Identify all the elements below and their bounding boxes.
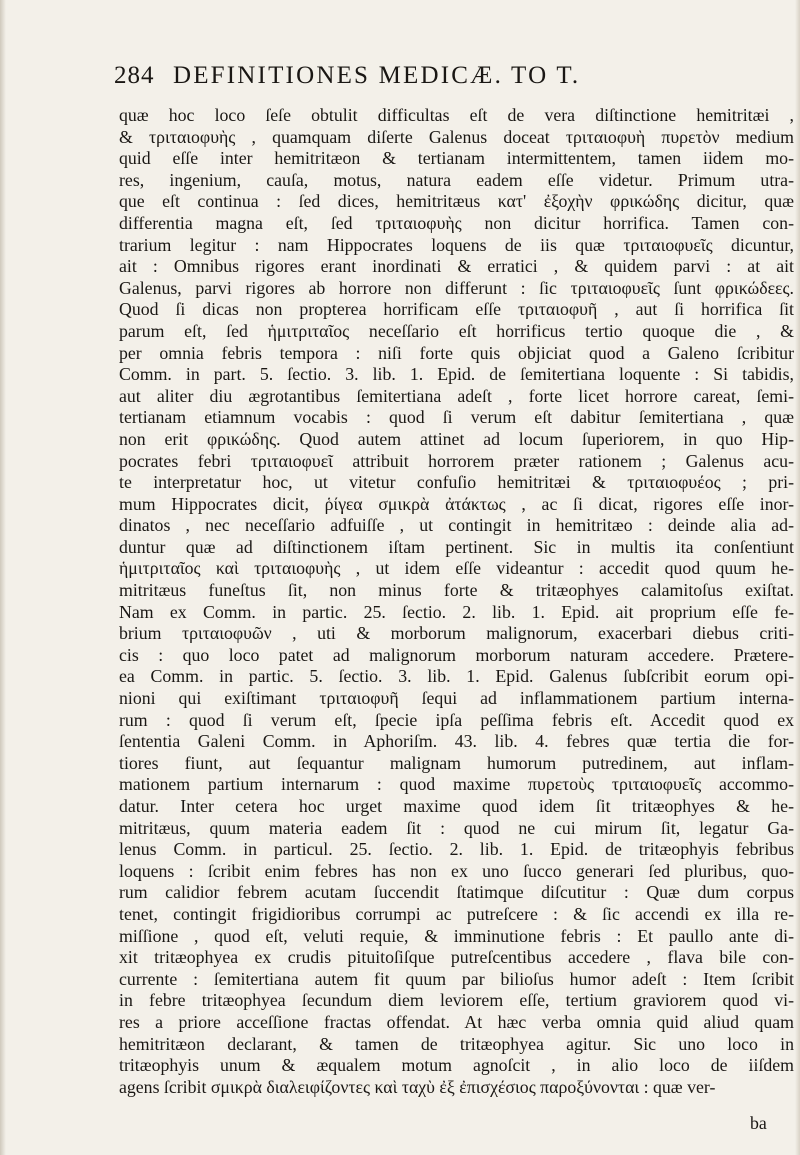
text-line: non erit φρικώδης. Quod autem attinet ad locum ſuperiorem, in quo Hip- [119, 428, 794, 449]
text-line: mitritæus funeſtus ſit, non minus forte & tritæophyes calamitoſus exiſtat. [119, 580, 794, 601]
text-line: tiores fiunt, aut ſequantur malignam humorum putredinem, aut inflam- [119, 752, 794, 773]
text-line: trarium legitur : nam Hippocrates loquens de iis quæ τριταιοφυεῖς dicuntur, [119, 234, 794, 255]
text-line: tenet, contingit frigidioribus corrumpi ac putreſcere : & ſic accendi ex illa re- [119, 903, 794, 924]
text-line: parum eſt, ſed ἡμιτριταῖος neceſſario eſt horrificus tertio quoque die , & [119, 320, 794, 341]
text-line: per omnia febris tempora : niſi forte quis objiciat quod a Galeno ſcribitur [119, 342, 794, 363]
text-line: aut aliter diu ægrotantibus ſemitertiana adeſt , forte licet horrore careat, ſemi- [119, 385, 794, 406]
text-line: duntur quæ ad diſtinctionem iſtam pertinent. Sic in multis ita conſentiunt [119, 536, 794, 557]
text-line: lenus Comm. in particul. 25. ſectio. 2. lib. 1. Epid. de tritæophyis febribus [119, 839, 794, 860]
text-line: quid eſſe inter hemitritæon & tertianam intermittentem, tamen iidem mo- [119, 148, 794, 169]
text-line: & τριταιοφυὴς , quamquam diſerte Galenus doceat τριταιοφυὴ πυρετὸν medium [119, 126, 794, 147]
text-line: Galenus, parvi rigores ab horrore non differunt : ſic τριταιοφυεῖς ſunt φρικώδεες. [119, 277, 794, 298]
text-line: Nam ex Comm. in partic. 25. ſectio. 2. lib. 1. Epid. ait proprium eſſe fe- [119, 601, 794, 622]
text-line: nioni qui exiſtimant τριταιοφυῆ ſequi ad inflammationem partium interna- [119, 688, 794, 709]
text-line: quæ hoc loco ſeſe obtulit difficultas eſt de vera diſtinctione hemitritæi , [119, 105, 794, 125]
text-line: ἡμιτριταῖος καὶ τριταιοφυὴς , ut idem eſſe videantur : accedit quod quum he- [119, 558, 794, 579]
text-line: rum : quod ſi verum eſt, ſpecie ipſa peſſima febris eſt. Accedit quod ex [119, 709, 794, 730]
page-number: 284 [114, 62, 155, 89]
text-line: mum Hippocrates dicit, ῥίγεα σμικρὰ ἀτάκτως , ac ſi dicat, rigores eſſe inor- [119, 493, 794, 514]
text-line: tertianam etiamnum vocabis : quod ſi verum eſt dabitur ſemitertiana , quæ [119, 407, 794, 428]
page-left-edge-shadow [0, 0, 6, 1155]
text-line: differentia magna eſt, ſed τριταιοφυὴς non dicitur horrifica. Tamen con- [119, 212, 794, 233]
text-line: datur. Inter cetera hoc urget maxime quod idem ſit tritæophyes & he- [119, 796, 794, 816]
text-line: agens ſcribit σμικρὰ διαλειφίζοντες καὶ ταχὺ ἐξ ἐπισχέσιος παροξύνονται : quæ ver- [119, 1076, 716, 1097]
text-line: res a priore acceſſione fractas offendat. At hæc verba omnia quid aliud quam [119, 1011, 794, 1032]
text-line: miſſione , quod eſt, veluti requie, & imminutione febris : Et paullo ante di- [119, 925, 794, 946]
text-line: currente : ſemitertiana autem fit quum par bilioſus humor adeſt : Item ſcribit [119, 968, 794, 989]
text-line: in febre tritæophyea ſecundum diem leviorem eſſe, tertium graviorem quod vi- [119, 990, 794, 1011]
body-text [119, 105, 794, 1115]
text-line: te interpretatur hoc, ut vitetur confuſio hemitritæi & τριταιοφυέος ; pri- [119, 472, 794, 493]
text-line: cis : quo loco patet ad malignorum morborum naturam accedere. Prætere- [119, 644, 794, 665]
text-line: tritæophyis unum & æqualem motum agnoſcit , in alio loco de iiſdem [119, 1055, 794, 1076]
text-line: ea Comm. in partic. 5. ſectio. 3. lib. 1. Epid. Galenus ſubſcribit eorum opi- [119, 666, 794, 687]
running-header [114, 62, 694, 90]
text-line: brium τριταιοφυῶν , uti & morborum malignorum, exacerbari diebus criti- [119, 623, 794, 644]
text-line: dinatos , nec neceſſario adfuiſſe , ut contingit in hemitritæo : deinde alia ad- [119, 515, 794, 536]
page-right-edge-shadow [795, 0, 800, 1155]
text-line: pocrates febri τριταιοφυεῖ attribuit horrorem præter rationem ; Galenus acu- [119, 450, 794, 471]
text-line: ſententia Galeni Comm. in Aphoriſm. 43. lib. 4. febres quæ tertia die for- [119, 731, 794, 752]
text-line: rum calidior febrem acutam ſuccendit ſtatimque diſcutitur : Quæ dum corpus [119, 882, 794, 903]
running-title: DEFINITIONES MEDICÆ. TO T. [172, 62, 581, 89]
text-line: loquens : ſcribit enim febres has non ex uno ſucco generari ſed pluribus, quo- [119, 860, 794, 881]
text-line: hemitritæon declarant, & tamen de tritæophyea agitur. Sic uno loco in [119, 1033, 794, 1054]
text-line: xit tritæophyea ex crudis pituitoſiſque putreſcentibus accedere , flava bile con- [119, 947, 794, 968]
text-line: res, ingenium, cauſa, motus, natura eadem eſſe videtur. Primum utra- [119, 169, 794, 190]
text-line: ait : Omnibus rigores erant inordinati & erratici , & quidem parvi : at ait [119, 256, 794, 277]
text-line: que eſt continua : ſed dices, hemitritæus κατ' ἐξοχὴν φρικώδης dicitur, quæ [119, 191, 794, 212]
text-line: Comm. in part. 5. ſectio. 3. lib. 1. Epid. de ſemitertiana loquente : Si tabidis, [119, 364, 794, 385]
catchword: ba [750, 1113, 767, 1133]
text-line: mitritæus, quum materia eadem ſit : quod ne cui mirum ſit, legatur Ga- [119, 817, 794, 838]
text-line: mationem partium internarum : quod maxime πυρετοὺς τριταιοφυεῖς accommo- [119, 774, 794, 795]
text-line: Quod ſi dicas non propterea horrificam eſſe τριταιοφυῆ , aut ſi horrifica ſit [119, 299, 794, 320]
